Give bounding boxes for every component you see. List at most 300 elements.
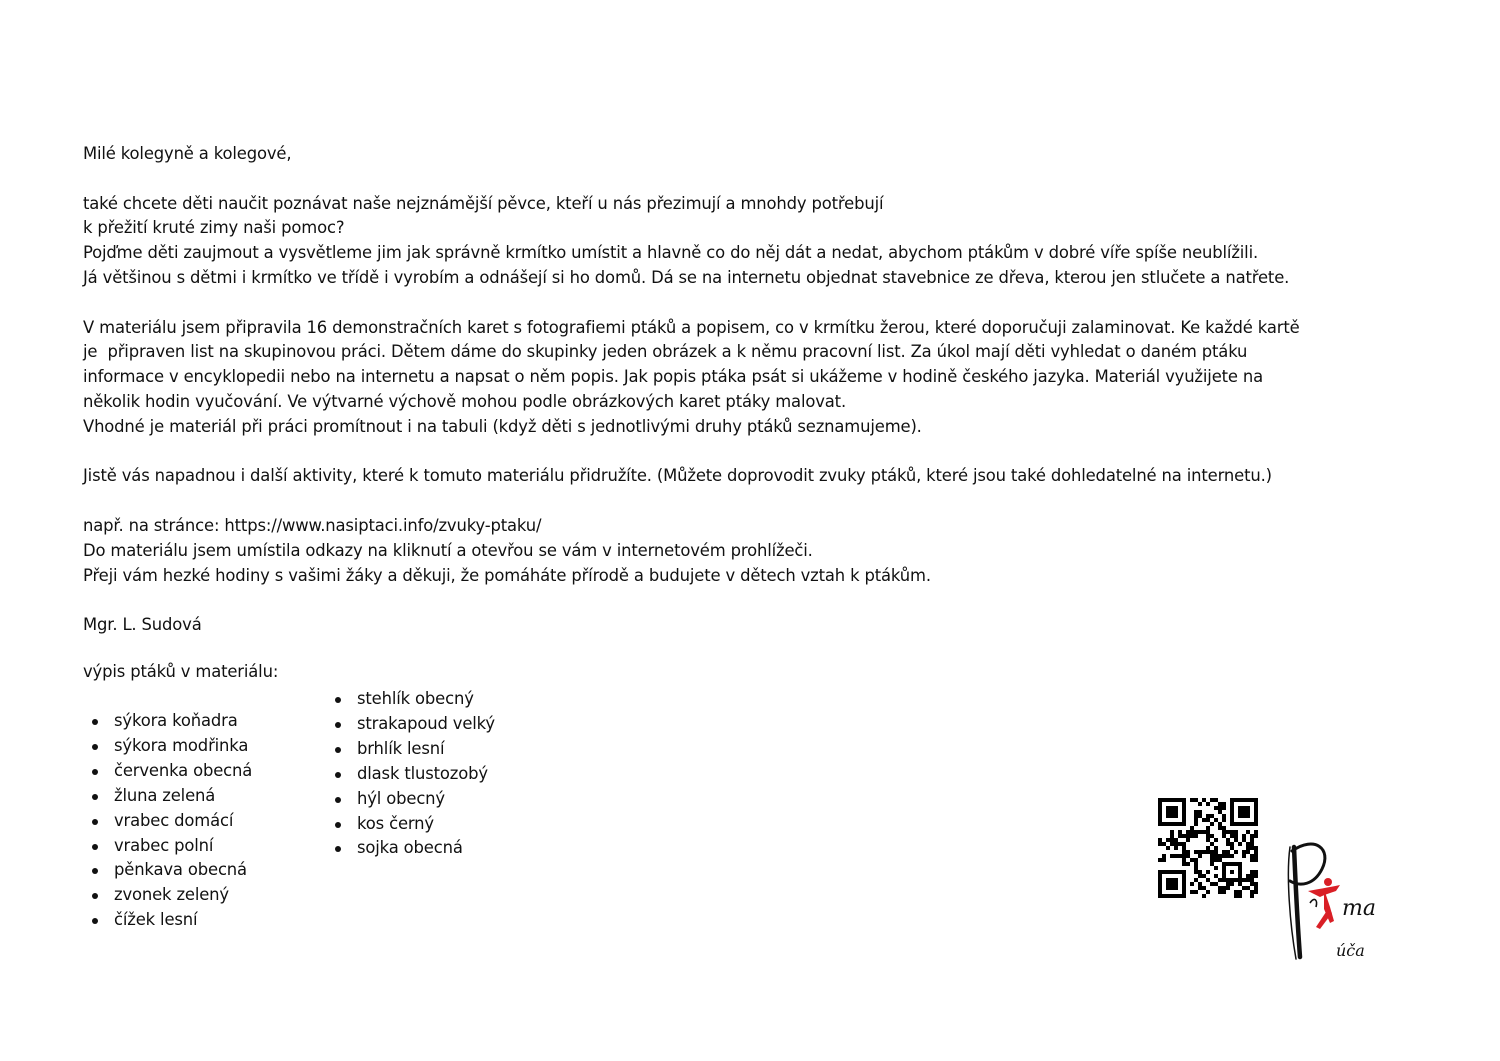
qr-module [1246,830,1250,834]
qr-module [1210,850,1214,854]
qr-module [1218,886,1222,890]
qr-module [1254,798,1258,802]
qr-module [1186,834,1190,838]
qr-module [1222,890,1226,894]
qr-module [1234,834,1238,838]
qr-module [1182,874,1186,878]
qr-module [1250,874,1254,878]
qr-module [1254,806,1258,810]
qr-module [1174,798,1178,802]
qr-module [1206,838,1210,842]
qr-module [1186,850,1190,854]
qr-module [1178,870,1182,874]
qr-module [1170,878,1174,882]
qr-module [1182,862,1186,866]
qr-module [1238,822,1242,826]
prima-uca-logo [1270,835,1400,965]
qr-module [1210,814,1214,818]
qr-module [1218,810,1222,814]
qr-module [1174,886,1178,890]
qr-module [1194,798,1198,802]
qr-module [1226,830,1230,834]
bird-list-right [326,687,495,861]
qr-module [1186,838,1190,842]
qr-module [1202,818,1206,822]
qr-module [1214,850,1218,854]
qr-module [1214,874,1218,878]
qr-module [1242,834,1246,838]
qr-module [1234,830,1238,834]
qr-module [1238,878,1242,882]
qr-module [1182,882,1186,886]
qr-module [1166,838,1170,842]
qr-module [1250,834,1254,838]
qr-module [1158,886,1162,890]
qr-module [1226,882,1230,886]
qr-module [1250,846,1254,850]
qr-module [1254,822,1258,826]
qr-module [1174,822,1178,826]
qr-module [1254,802,1258,806]
qr-module [1234,890,1238,894]
qr-module [1234,894,1238,898]
qr-module [1230,806,1234,810]
qr-module [1178,834,1182,838]
bird-list-left [83,709,252,933]
qr-module [1170,834,1174,838]
qr-module [1254,818,1258,822]
qr-module [1218,890,1222,894]
qr-module [1174,894,1178,898]
qr-module [1198,882,1202,886]
bird-list-item: zvonek zelený [83,883,252,908]
qr-module [1166,886,1170,890]
qr-module [1158,822,1162,826]
qr-module [1162,894,1166,898]
qr-module [1170,870,1174,874]
qr-module [1162,858,1166,862]
paragraph-2-line-4: několik hodin vyučování. Ve výtvarné výchově mohou podle obrázkových karet ptáky malovat. [83,391,847,411]
qr-module [1206,890,1210,894]
qr-module [1194,814,1198,818]
qr-module [1166,798,1170,802]
qr-module [1226,862,1230,866]
qr-module [1170,894,1174,898]
qr-module [1218,854,1222,858]
qr-module [1182,818,1186,822]
qr-module [1170,838,1174,842]
qr-module [1238,814,1242,818]
qr-module [1162,854,1166,858]
qr-module [1198,854,1202,858]
qr-module [1186,862,1190,866]
qr-module [1210,822,1214,826]
qr-module [1182,802,1186,806]
qr-module [1166,810,1170,814]
qr-module [1166,878,1170,882]
qr-module [1250,894,1254,898]
qr-module [1254,886,1258,890]
qr-module [1178,854,1182,858]
qr-module [1174,806,1178,810]
bird-list-item: pěnkava obecná [83,858,252,883]
qr-module [1158,818,1162,822]
bird-list-item: sýkora koňadra [83,709,252,734]
qr-module [1230,842,1234,846]
qr-module [1170,814,1174,818]
bird-list-item: čížek lesní [83,908,252,933]
qr-module [1182,834,1186,838]
qr-module [1206,834,1210,838]
qr-module [1206,814,1210,818]
qr-module [1210,854,1214,858]
qr-module [1254,858,1258,862]
qr-module [1250,822,1254,826]
paragraph-2-line-2: je připraven list na skupinovou práci. Dětem dáme do skupinky jeden obrázek a k němu pracovní list. Za úkol mají děti vyhledat o daném ptáku [83,342,1248,362]
qr-module [1206,818,1210,822]
qr-module [1190,830,1194,834]
qr-module [1230,810,1234,814]
bird-sounds-link-line[interactable]: např. na stránce: https://www.nasiptaci.info/zvuky-ptaku/ [83,515,542,535]
qr-module [1190,890,1194,894]
qr-module [1222,862,1226,866]
qr-module [1254,854,1258,858]
qr-module [1214,798,1218,802]
bird-list-item: stehlík obecný [326,687,495,712]
qr-module [1174,846,1178,850]
qr-module [1230,802,1234,806]
qr-module [1182,822,1186,826]
bird-list-heading: výpis ptáků v materiálu: [83,662,279,681]
qr-module [1250,878,1254,882]
bird-list-item: červenka obecná [83,759,252,784]
qr-module [1182,842,1186,846]
qr-module [1178,798,1182,802]
qr-module [1214,866,1218,870]
paragraph-1-line-3: Pojďme děti zaujmout a vysvětleme jim jak správně krmítko umístit a hlavně co do něj dát a nedat, abychom ptákům v dobré víře spíše neublížili. [83,243,1259,263]
qr-module [1222,850,1226,854]
qr-module [1222,818,1226,822]
qr-module [1202,850,1206,854]
qr-module [1170,822,1174,826]
qr-module [1202,894,1206,898]
qr-module [1210,882,1214,886]
qr-module [1194,850,1198,854]
qr-module [1234,822,1238,826]
qr-module [1226,878,1230,882]
qr-module [1250,890,1254,894]
qr-module [1162,842,1166,846]
qr-module [1254,830,1258,834]
qr-module [1250,854,1254,858]
qr-module [1194,834,1198,838]
qr-module [1230,882,1234,886]
qr-module [1238,894,1242,898]
qr-module [1182,806,1186,810]
qr-module [1170,882,1174,886]
bird-list-item: sýkora modřinka [83,734,252,759]
qr-module [1238,810,1242,814]
qr-module [1218,806,1222,810]
qr-module [1186,830,1190,834]
paragraph-2-line-5: Vhodné je materiál při práci promítnout i na tabuli (když děti s jednotlivými druhy ptáků seznamujeme). [83,416,922,436]
qr-module [1242,838,1246,842]
paragraph-4-line-2: Do materiálu jsem umístila odkazy na kliknutí a otevřou se vám v internetovém prohlížeči. [83,540,813,560]
qr-module [1158,874,1162,878]
qr-module [1198,850,1202,854]
logo-text-main: ma [1342,896,1376,921]
qr-module [1230,818,1234,822]
qr-module [1158,798,1162,802]
qr-module [1182,850,1186,854]
qr-module [1238,874,1242,878]
qr-module [1222,866,1226,870]
qr-module [1234,862,1238,866]
qr-module [1198,870,1202,874]
qr-module [1182,814,1186,818]
qr-module [1194,818,1198,822]
bird-list-item: dlask tlustozobý [326,762,495,787]
qr-module [1242,878,1246,882]
qr-module [1254,814,1258,818]
qr-module [1250,882,1254,886]
qr-module [1178,822,1182,826]
qr-module [1186,854,1190,858]
qr-module [1242,798,1246,802]
qr-module [1254,890,1258,894]
qr-module [1166,822,1170,826]
qr-module [1246,874,1250,878]
qr-module [1242,886,1246,890]
qr-module [1210,858,1214,862]
qr-module [1218,858,1222,862]
qr-module [1230,814,1234,818]
qr-module [1162,798,1166,802]
qr-module [1182,890,1186,894]
qr-module [1170,830,1174,834]
qr-module [1194,822,1198,826]
qr-module [1178,842,1182,846]
qr-module [1194,810,1198,814]
letter-body [83,142,1403,638]
qr-module [1198,886,1202,890]
qr-module [1206,870,1210,874]
qr-module [1222,806,1226,810]
qr-module [1222,826,1226,830]
qr-module [1166,894,1170,898]
qr-module [1250,870,1254,874]
qr-module [1242,850,1246,854]
qr-module [1230,854,1234,858]
paragraph-4-line-3: Přeji vám hezké hodiny s vašimi žáky a děkuji, že pomáháte přírodě a budujete v dětech vztah k ptákům. [83,565,931,585]
qr-module [1158,802,1162,806]
qr-module [1214,854,1218,858]
qr-module [1254,810,1258,814]
qr-module [1246,810,1250,814]
qr-module [1250,798,1254,802]
bird-list-item: hýl obecný [326,787,495,812]
qr-module [1218,878,1222,882]
qr-module [1206,830,1210,834]
paragraph-2-line-3: informace v encyklopedii nebo na internetu a napsat o něm popis. Jak popis ptáka psát si ukážeme v hodině českého jazyka. Materiál využijete na [83,367,1264,387]
qr-module [1242,814,1246,818]
qr-module [1182,810,1186,814]
qr-module [1238,882,1242,886]
qr-module [1242,810,1246,814]
bird-list-item: sojka obecná [326,836,495,861]
qr-module [1158,858,1162,862]
qr-module [1206,846,1210,850]
qr-module [1166,806,1170,810]
qr-module [1206,826,1210,830]
qr-module [1250,858,1254,862]
qr-module [1162,822,1166,826]
qr-module [1182,846,1186,850]
qr-module [1238,866,1242,870]
logo-figure-head [1324,878,1332,886]
qr-module [1214,838,1218,842]
qr-module [1230,846,1234,850]
qr-module [1230,862,1234,866]
paragraph-3-line-1: Jistě vás napadnou i další aktivity, které k tomuto materiálu přidružíte. (Můžete doprovodit zvuky ptáků, které jsou také dohledatelné na internetu.) [83,466,1272,486]
bird-list-item: vrabec polní [83,834,252,859]
qr-module [1234,798,1238,802]
qr-module [1158,894,1162,898]
qr-module [1246,842,1250,846]
qr-module [1226,842,1230,846]
bird-list-item: strakapoud velký [326,712,495,737]
qr-module [1194,870,1198,874]
qr-module [1246,822,1250,826]
qr-module [1178,894,1182,898]
qr-module [1182,886,1186,890]
qr-module [1222,870,1226,874]
qr-module [1222,886,1226,890]
qr-module [1226,886,1230,890]
qr-module [1174,810,1178,814]
qr-module [1174,842,1178,846]
qr-module [1170,806,1174,810]
qr-module [1226,854,1230,858]
qr-module [1158,814,1162,818]
qr-module [1174,854,1178,858]
signature: Mgr. L. Sudová [83,615,202,635]
qr-module [1166,870,1170,874]
qr-module [1194,878,1198,882]
qr-module [1170,886,1174,890]
qr-module [1174,878,1178,882]
qr-module [1210,798,1214,802]
qr-module [1190,834,1194,838]
qr-module [1174,882,1178,886]
qr-module [1214,806,1218,810]
qr-module [1230,878,1234,882]
paragraph-1-line-4: Já většinou s dětmi i krmítko ve třídě i vyrobím a odnášejí si ho domů. Dá se na internetu objednat stavebnice ze dřeva, kterou jen stlučete a natřete. [83,267,1290,287]
qr-module [1214,846,1218,850]
qr-module [1222,878,1226,882]
qr-module [1206,802,1210,806]
qr-module [1202,886,1206,890]
qr-module [1202,830,1206,834]
qr-module [1158,806,1162,810]
qr-module [1222,802,1226,806]
qr-module [1242,854,1246,858]
qr-module [1246,806,1250,810]
qr-module [1254,834,1258,838]
qr-module [1182,858,1186,862]
qr-module [1214,818,1218,822]
qr-module [1166,814,1170,818]
qr-module [1206,878,1210,882]
qr-module [1202,798,1206,802]
qr-module [1222,874,1226,878]
qr-module [1238,862,1242,866]
qr-module [1158,842,1162,846]
qr-module [1238,806,1242,810]
qr-module [1246,886,1250,890]
qr-module [1210,842,1214,846]
bird-list-item: žluna zelená [83,784,252,809]
qr-module [1238,842,1242,846]
qr-module [1222,830,1226,834]
qr-module [1214,882,1218,886]
qr-module [1218,802,1222,806]
qr-module [1222,814,1226,818]
qr-module [1198,802,1202,806]
qr-module [1158,878,1162,882]
qr-module [1194,862,1198,866]
qr-module [1242,806,1246,810]
qr-module [1182,798,1186,802]
qr-module [1206,850,1210,854]
qr-module [1218,822,1222,826]
qr-module [1230,834,1234,838]
qr-module [1226,838,1230,842]
qr-module [1190,882,1194,886]
qr-code[interactable] [1158,798,1258,898]
qr-module [1202,874,1206,878]
qr-module [1162,870,1166,874]
qr-module [1230,830,1234,834]
qr-module [1210,834,1214,838]
qr-module [1234,838,1238,842]
qr-module [1198,814,1202,818]
qr-module [1254,874,1258,878]
qr-module [1190,798,1194,802]
qr-module [1210,862,1214,866]
qr-module [1222,834,1226,838]
qr-module [1246,814,1250,818]
qr-module [1230,822,1234,826]
qr-module [1246,846,1250,850]
qr-module [1166,882,1170,886]
qr-module [1158,870,1162,874]
qr-module [1178,830,1182,834]
qr-module [1182,894,1186,898]
paragraph-1-line-2: k přežití kruté zimy naši pomoc? [83,218,345,238]
qr-module [1214,858,1218,862]
qr-module [1242,822,1246,826]
qr-module [1230,798,1234,802]
qr-module [1158,890,1162,894]
qr-module [1250,838,1254,842]
qr-module [1182,854,1186,858]
paragraph-1-line-1: také chcete děti naučit poznávat naše nejznámější pěvce, kteří u nás přezimují a mnohdy potřebují [83,193,884,213]
qr-module [1174,870,1178,874]
qr-module [1190,826,1194,830]
qr-module [1222,854,1226,858]
qr-module [1218,826,1222,830]
